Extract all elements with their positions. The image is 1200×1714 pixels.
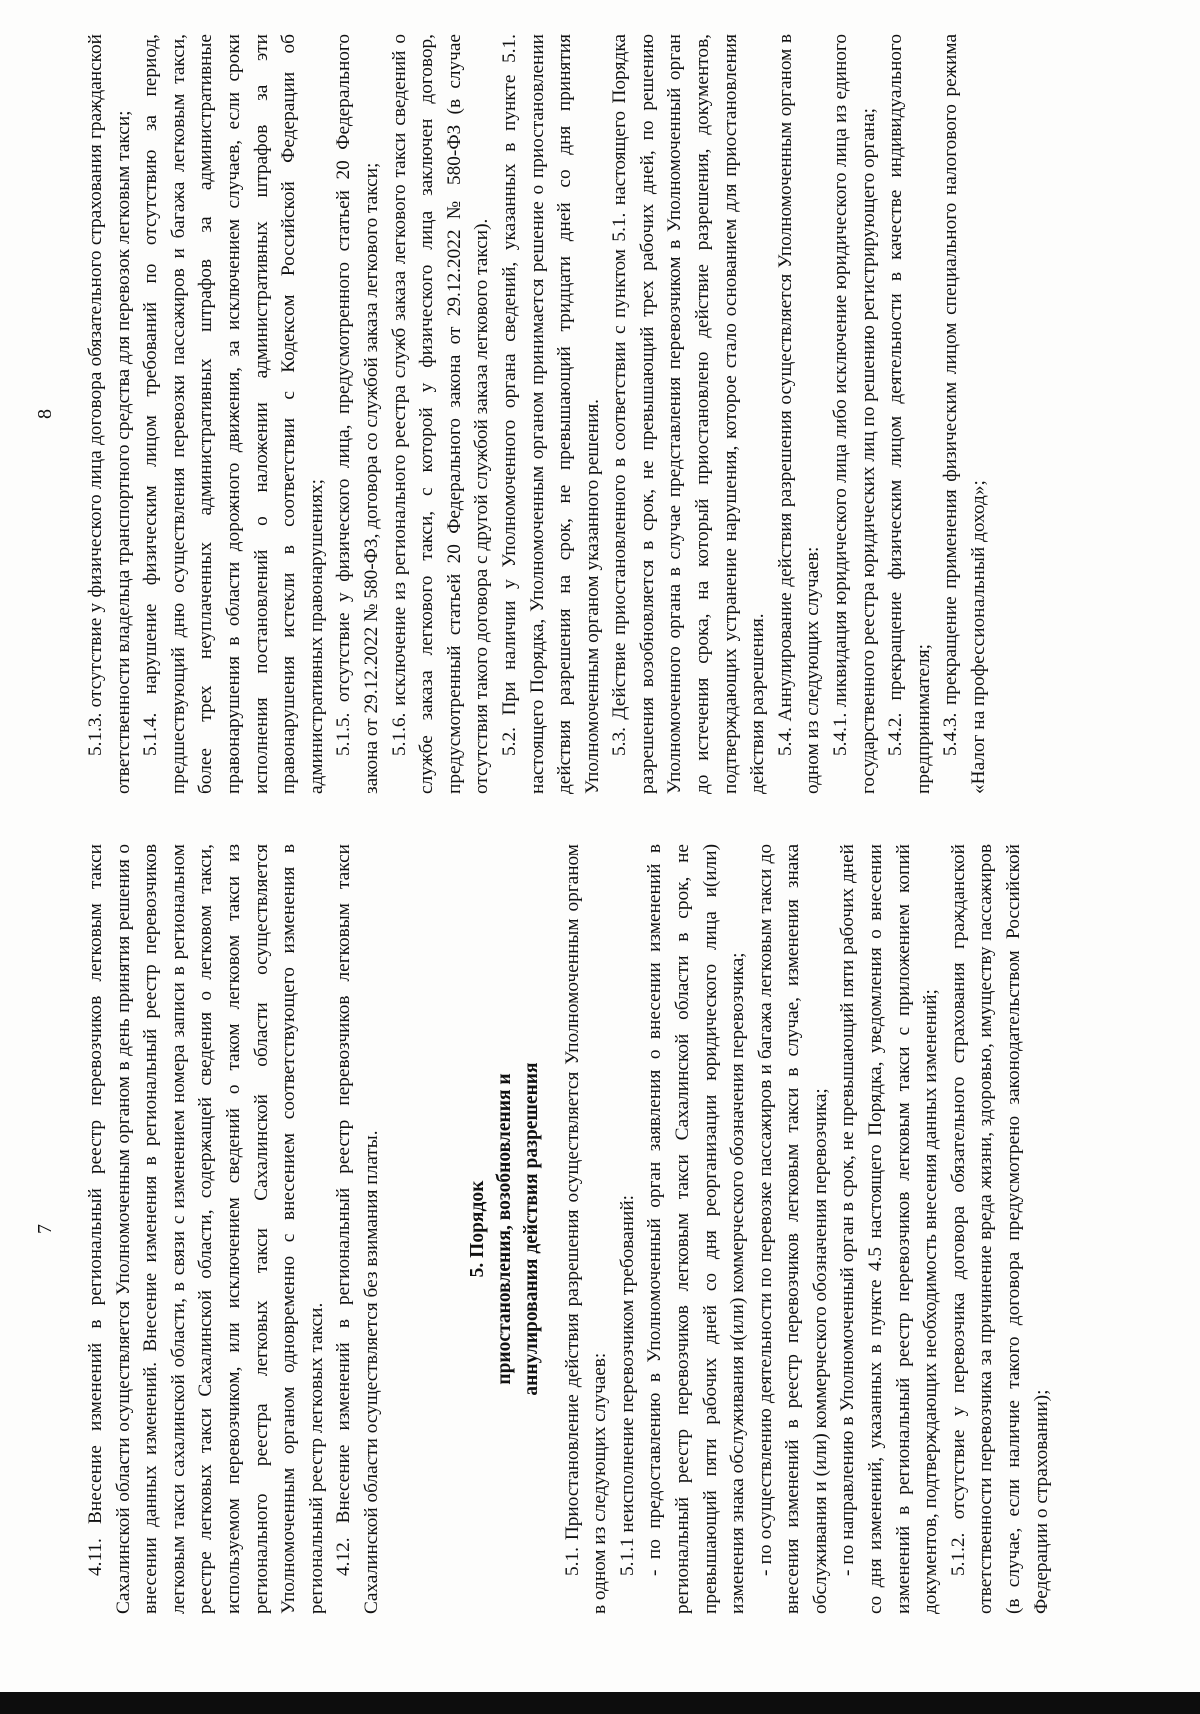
scanner-edge-bar (0, 1692, 1200, 1714)
paragraph-5-1: 5.1. Приостановление действия разрешения осуществляется Уполномоченным органом в одном из следующих случаев: (561, 844, 611, 1614)
page-number: 8 (34, 409, 56, 419)
paragraph-5-4-1: 5.4.1. ликвидация юридического лица либо исключение юридического лица из единого государственного реестра юридических лиц по решению регистрирующего органа; (830, 34, 879, 794)
paragraph-5-1-4: 5.1.4. нарушение физическим лицом требований по отсутствию за период, предшествующий дню осуществления перевозки пассажиров и багажа легковым такси, более трех неуплаченных административных штрафов за административные правонарушения в области дорожного движения, за исключением случаев, если сроки исполнения постановлений о наложении административных штрафов за эти правонарушения истекли в соответствии с Кодексом Российской Федерации об административных правонарушениях; (140, 34, 327, 794)
paragraph-4-12: 4.12. Внесение изменений в региональный реестр перевозчиков легковым такси Сахалинской области осуществляется без взимания платы. (333, 844, 382, 1614)
page-number: 7 (34, 1224, 56, 1234)
spacer (386, 844, 438, 1614)
paragraph-5-4: 5.4. Аннулирование действия разрешения осуществляется Уполномоченным органом в одном из следующих случаев: (774, 34, 824, 794)
paragraph-5-1-5: 5.1.5. отсутствие у физического лица, предусмотренного статьей 20 Федерального закона от 29.12.2022 № 580-ФЗ, договора со службой заказа легкового такси; (333, 34, 382, 794)
section-heading-line: 5. Порядок (466, 1180, 488, 1278)
section-heading-line: аннулирования действия разрешения (520, 1062, 542, 1396)
paragraph-5-4-2: 5.4.2. прекращение физическим лицом деятельности в качестве индивидуального предпринимателя; (885, 34, 934, 794)
list-item: - по направлению в Уполномоченный орган в срок, не превышающий пяти рабочих дней со дня изменений, указанных в пункте 4.5 настоящего Порядка, уведомления о внесении изменений в региональный реестр перевозчиков легковым такси с приложением копий документов, подтверждающих необходимость внесения данных изменений; (837, 844, 942, 1614)
paragraph-4-11: 4.11. Внесение изменений в региональный реестр перевозчиков легковым такси Сахалинской области осуществляется Уполномоченным органом в день принятия решения о внесении данных изменений. Внесение изменения в региональный реестр перевозчиков легковым такси сахалинской области, в связи с изменением номера записи в региональном реестре легковых такси Сахалинской области, содержащей сведения о легковом такси, используемом перевозчиком, или исключением сведений о таком легковом такси из регионального реестра легковых такси Сахалинской области осуществляется Уполномоченным органом одновременно с внесением соответствующего изменения в региональный реестр легковых такси. (85, 844, 327, 1614)
paragraph-5-2: 5.2. При наличии у Уполномоченного органа сведений, указанных в пункте 5.1. настоящего Порядка, Уполномоченным органом принимается решение о приостановлении действия разрешения на срок, не превышающий тридцати дней со дня принятия Уполномоченным органом указанного решения. (498, 34, 603, 794)
list-item: - по предоставлению в Уполномоченный орган заявления о внесении изменений в региональный реестр перевозчиков легковым такси Сахалинской области в срок, не превышающий пяти рабочих дней со дня реорганизации юридического лица и(или) изменения знака обслуживания и(или) коммерческого обозначения перевозчика; (644, 844, 749, 1614)
page-8 (0, 34, 1200, 794)
page-7 (0, 844, 1200, 1614)
paragraph-5-3: 5.3. Действие приостановленного в соответствии с пунктом 5.1. настоящего Порядка разрешения возобновляется в срок, не превышающий трех рабочих дней, по решению Уполномоченного органа в случае представления перевозчиком в Уполномоченный орган до истечения срока, на который приостановлено действие разрешения, документов, подтверждающих устранение нарушения, которое стало основанием для приостановления действия разрешения. (609, 34, 769, 794)
paragraph-5-4-3: 5.4.3. прекращение применения физическим лицом специального налогового режима «Налог на профессиональный доход»; (940, 34, 989, 794)
paragraph-5-1-6: 5.1.6. исключение из регионального реестра служб заказа легкового такси сведений о службе заказа легкового такси, с которой у физического лица заключен договор, предусмотренный статьей 20 Федерального закона от 29.12.2022 № 580-ФЗ (в случае отсутствия такого договора с другой службой заказа легкового такси). (388, 34, 493, 794)
section-heading (464, 844, 545, 1614)
paragraph-5-1-2: 5.1.2. отсутствие у перевозчика договора обязательного страхования гражданской ответственности перевозчика за причинение вреда жизни, здоровью, имуществу пассажиров (в случае, если наличие такого договора предусмотрено законодательством Российской Федерации о страховании); (947, 844, 1052, 1614)
section-heading-line: приостановления, возобновления и (493, 1073, 515, 1385)
list-item: - по осуществлению деятельности по перевозке пассажиров и багажа легковым такси до внесения изменений в реестр перевозчиков легковым такси в случае, изменения знака обслуживания и (или) коммерческого обозначения перевозчика; (754, 844, 831, 1614)
paragraph-5-1-1: 5.1.1 неисполнение перевозчиком требований: (616, 1194, 638, 1576)
paragraph-5-1-3: 5.1.3. отсутствие у физического лица договора обязательного страхования гражданской ответственности владельца транспортного средства для перевозок легковым такси; (85, 34, 134, 794)
